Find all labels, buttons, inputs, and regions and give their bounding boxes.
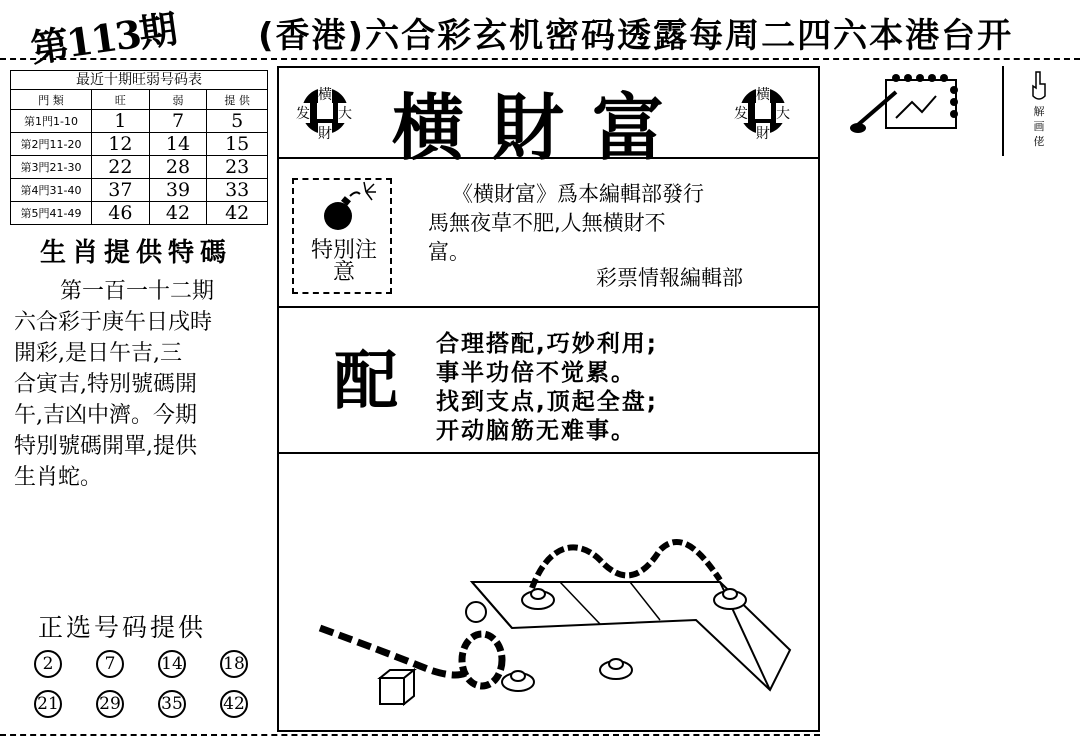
table-cell: 第1門1-10 <box>11 110 92 133</box>
divider <box>277 306 820 308</box>
lever-illustration <box>300 520 800 720</box>
table-cell: 42 <box>207 202 268 225</box>
verse-line: 找到支点,顶起全盘; <box>436 389 658 415</box>
table-row <box>11 133 268 156</box>
column-header: 旺 <box>92 90 150 110</box>
divider <box>277 452 820 454</box>
zodiac-line: 特別號碼開單,提供 <box>14 434 197 459</box>
pointing-hand-icon <box>1030 70 1048 102</box>
column-header: 弱 <box>149 90 207 110</box>
pick-ball: 18 <box>220 650 248 678</box>
table-cell: 第5門41-49 <box>11 202 92 225</box>
notice-box <box>292 178 392 294</box>
table-cell: 第4門31-40 <box>11 179 92 202</box>
aside-label: 解画佬 <box>1033 105 1045 148</box>
zodiac-text <box>14 276 264 493</box>
coin-char: 横 <box>756 84 770 104</box>
zodiac-line: 午,吉凶中濟。今期 <box>14 403 197 428</box>
table-cell: 5 <box>207 110 268 133</box>
intro-line: 《横財富》爲本編輯部發行 <box>452 182 704 206</box>
picks-title: 正选号码提供 <box>38 613 207 642</box>
zodiac-line: 第一百一十二期 <box>60 279 215 304</box>
table-cell: 22 <box>92 156 150 179</box>
coin-char: 发 <box>734 103 748 123</box>
table-row <box>11 179 268 202</box>
pick-ball: 35 <box>158 690 186 718</box>
table-cell: 37 <box>92 179 150 202</box>
table-cell: 33 <box>207 179 268 202</box>
verse-line: 事半功倍不觉累。 <box>436 360 636 386</box>
page-title: (香港)六合彩玄机密码透露每周二四六本港台开 <box>258 16 1014 56</box>
notice-label: 特別注意 <box>310 238 377 285</box>
verse-line: 合理搭配,巧妙利用; <box>436 331 658 357</box>
zodiac-line: 六合彩于庚午日戌時 <box>14 310 213 335</box>
table-cell: 第2門11-20 <box>11 133 92 156</box>
ingot-icon <box>600 659 632 679</box>
record-table-block <box>10 70 268 225</box>
table-cell: 42 <box>149 202 207 225</box>
picks-grid <box>34 650 248 718</box>
intro-text <box>428 180 798 267</box>
table-cell: 1 <box>92 110 150 133</box>
table-cell: 第3門21-30 <box>11 156 92 179</box>
pick-ball: 42 <box>220 690 248 718</box>
record-table-title: 最近十期旺弱号码表 <box>10 70 268 89</box>
zodiac-line: 合寅吉,特別號碼開 <box>14 372 197 397</box>
signature: 彩票情報編輯部 <box>596 266 743 290</box>
verse-line: 开动脑筋无难事。 <box>436 418 636 444</box>
coin-char: 財 <box>756 123 770 143</box>
intro-line: 馬無夜草不肥,人無横財不 <box>428 211 666 235</box>
record-table <box>10 89 268 225</box>
table-cell: 14 <box>149 133 207 156</box>
intro-line: 富。 <box>428 240 470 264</box>
period-label: 第113期 <box>27 6 179 71</box>
header-divider <box>0 58 1080 60</box>
coin-char: 发 <box>296 103 310 123</box>
table-row <box>11 110 268 133</box>
table-cell: 23 <box>207 156 268 179</box>
coin-char: 横 <box>318 84 332 104</box>
table-row <box>11 156 268 179</box>
banner-title: 横財富 <box>392 85 693 170</box>
coin-char: 財 <box>318 123 332 143</box>
ingot-icon <box>502 671 534 691</box>
table-cell: 28 <box>149 156 207 179</box>
column-header: 提 供 <box>207 90 268 110</box>
pick-ball: 7 <box>96 650 124 678</box>
table-row <box>11 202 268 225</box>
box-icon <box>380 670 414 704</box>
footer-divider <box>0 734 820 736</box>
zodiac-heading: 生肖提供特碼 <box>40 238 233 268</box>
pick-ball: 29 <box>96 690 124 718</box>
table-cell: 46 <box>92 202 150 225</box>
column-header: 門 類 <box>11 90 92 110</box>
verse-text <box>436 330 806 446</box>
pick-ball: 14 <box>158 650 186 678</box>
calligraphy-brush-icon <box>846 72 966 138</box>
pick-ball: 21 <box>34 690 62 718</box>
coin-char: 大 <box>776 103 790 123</box>
table-header-row <box>11 90 268 110</box>
coin-char: 大 <box>338 103 352 123</box>
table-cell: 15 <box>207 133 268 156</box>
zodiac-line: 生肖蛇。 <box>14 465 103 490</box>
pick-ball: 2 <box>34 650 62 678</box>
zodiac-line: 開彩,是日午吉,三 <box>14 341 182 366</box>
table-cell: 39 <box>149 179 207 202</box>
bomb-icon <box>294 180 390 240</box>
table-cell: 7 <box>149 110 207 133</box>
table-cell: 12 <box>92 133 150 156</box>
verse-char: 配 <box>334 345 398 419</box>
aside-divider <box>1002 66 1004 156</box>
